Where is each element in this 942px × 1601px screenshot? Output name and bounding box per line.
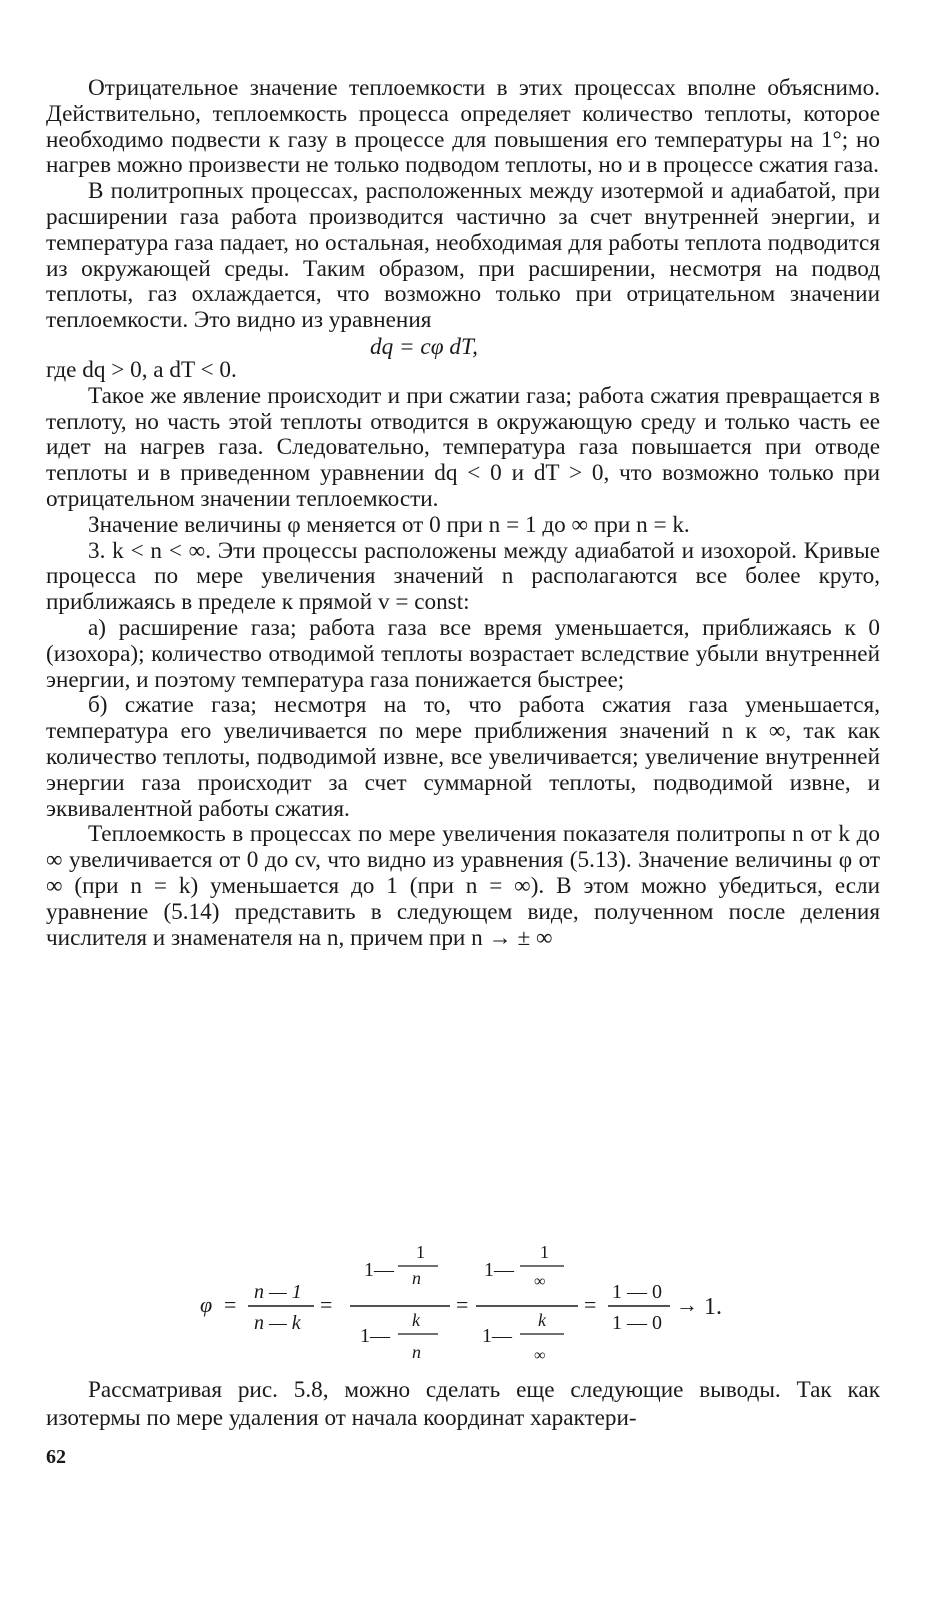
paragraph-6: 3. k < n < ∞. Эти процессы расположены между адиабатой и изохорой. Кривые процесса по мере увеличения значений n располагаются все более круто, приближаясь в пределе к прямой v = const: <box>46 537 880 616</box>
frac3-den-one: 1 <box>482 1325 492 1347</box>
paragraph-7: а) расширение газа; работа газа все время уменьшается, приближаясь к 0 (изохора); количество отводимой теплоты возрастает вследствие убыли внутренней энергии, и поэтому температура газа понижается быстрее; <box>46 614 880 693</box>
paragraph-8: б) сжатие газа; несмотря на то, что работа сжатия газа уменьшается, температура его увеличивается по мере приближения значений n к ∞, так как количество теплоты, подводимой извне, все увеличивается; увеличение внутренней энергии газа происходит за счет суммарной теплоты, подводимой извне, и эквивалентной работы сжатия. <box>46 692 880 822</box>
frac4-numerator: 1 — 0 <box>612 1281 662 1303</box>
frac2-den-small-k: k <box>412 1310 420 1330</box>
formula-eq-3: = <box>456 1292 469 1317</box>
inline-formula: dq = cφ dT, <box>370 333 478 360</box>
frac1-numerator: n — 1 <box>254 1281 302 1303</box>
paragraph-9: Теплоемкость в процессах по мере увеличения показателя политропы n от k до ∞ увеличивается от 0 до cv, что видно из уравнения (5.13). Значение величины φ от ∞ (при n = k) уменьшается до 1 (при n = ∞). В этом можно убедиться, если уравнение (5.14) представить в следующем виде, полученном после деления числителя и знаменателя на n, причем при n → ± ∞ <box>46 821 880 951</box>
frac1-denominator: n — k <box>254 1312 301 1334</box>
formula-eq-4: = <box>584 1292 597 1317</box>
frac3-num-one: 1 <box>484 1259 494 1281</box>
paragraph-4: Такое же явление происходит и при сжатии газа; работа сжатия превращается в теплоту, но часть этой теплоты отводится в окружающую среду и только часть ее идет на нагрев газа. Следовательно, температура газа повышается при отводе теплоты и в приведенном уравнении dq < 0 и dT > 0, что возможно только при отрицательном значении теплоемкости. <box>46 382 880 512</box>
paragraph-5: Значение величины φ меняется от 0 при n = 1 до ∞ при n = k. <box>88 511 690 538</box>
page-number: 62 <box>46 1446 66 1468</box>
frac2-num-minus: — <box>374 1259 394 1281</box>
frac3-num-minus: — <box>494 1259 514 1281</box>
frac2-den-small-n: n <box>412 1342 421 1362</box>
frac2-num-one: 1 <box>364 1259 374 1281</box>
frac3-den-minus: — <box>492 1325 512 1347</box>
phi-formula <box>198 1234 798 1372</box>
frac3-den-small-k: k <box>538 1310 546 1330</box>
formula-arrow: → <box>676 1292 698 1317</box>
formula-phi: φ <box>200 1292 213 1317</box>
paragraph-10: Рассматривая рис. 5.8, можно сделать еще следующие выводы. Так как изотермы по мере удаления от начала координат характери- <box>46 1377 880 1431</box>
formula-eq-1: = <box>224 1292 237 1317</box>
frac3-num-small-inf: ∞ <box>534 1273 546 1290</box>
frac2-num-small-one: 1 <box>416 1242 425 1262</box>
frac2-num-small-n: n <box>412 1268 421 1288</box>
bottom-text <box>46 1376 880 1432</box>
frac3-num-small-one: 1 <box>540 1242 549 1262</box>
formula-eq-2: = <box>320 1292 333 1317</box>
frac4-denominator: 1 — 0 <box>612 1312 662 1334</box>
formula-result: 1. <box>704 1294 722 1320</box>
paragraph-3: где dq > 0, а dT < 0. <box>46 356 237 383</box>
paragraph-2: В политропных процессах, расположенных между изотермой и адиабатой, при расширении газа работа производится частично за счет внутренней энергии, и температура газа падает, но остальная, необходимая для работы теплота подводится из окружающей среды. Таким образом, при расширении, несмотря на подвод теплоты, газ охлаждается, что возможно только при отрицательном значении теплоемкости. Это видно из уравнения <box>46 178 880 334</box>
frac2-den-one: 1 <box>360 1325 370 1347</box>
body-text <box>46 76 880 951</box>
frac2-den-minus: — <box>370 1325 390 1347</box>
frac3-den-small-inf: ∞ <box>534 1347 546 1364</box>
paragraph-1: Отрицательное значение теплоемкости в этих процессах вполне объяснимо. Действительно, теплоемкость процесса определяет количество теплоты, которое необходимо подвести к газу в процессе для повышения его температуры на 1°; но нагрев можно произвести не только подводом теплоты, но и в процессе сжатия газа. <box>46 75 880 179</box>
